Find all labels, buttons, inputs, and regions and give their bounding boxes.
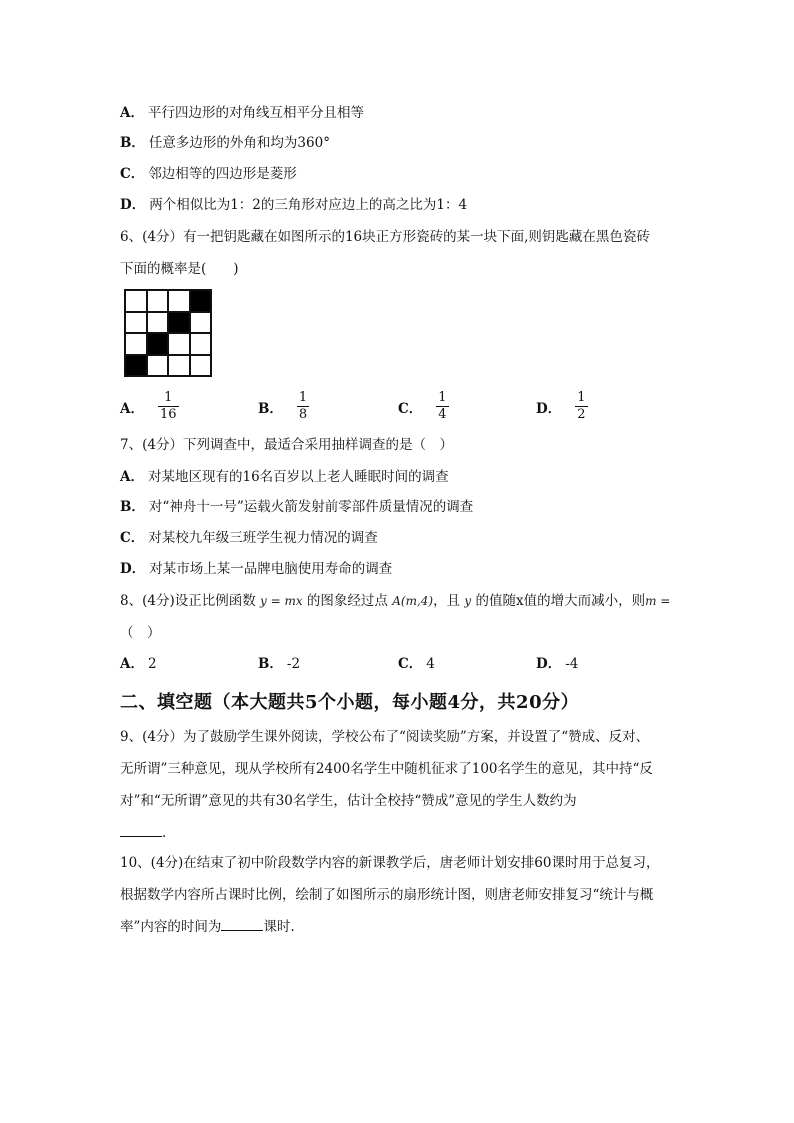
q8-option-c bbox=[398, 655, 435, 673]
option-label: D． bbox=[120, 561, 146, 577]
q10-line1: 10、(4分)在结束了初中阶段数学内容的新课教学后，唐老师计划安排60课时用于总复习， bbox=[120, 855, 660, 871]
q8-var-m: m = bbox=[645, 594, 671, 608]
option-label: B． bbox=[120, 135, 145, 151]
fraction bbox=[297, 390, 309, 423]
numerator: 1 bbox=[298, 390, 308, 405]
q7-option-d bbox=[120, 560, 392, 578]
q8-option-d bbox=[536, 655, 578, 673]
q8-stem-part: 8、(4分)设正比例函数 bbox=[120, 593, 256, 609]
tile-grid-figure bbox=[124, 289, 212, 377]
section-heading-fill-in: 二、填空题（本大题共5个小题，每小题4分，共20分） bbox=[120, 692, 580, 713]
fraction bbox=[158, 390, 179, 423]
black-tile bbox=[125, 355, 147, 377]
white-tile bbox=[190, 355, 212, 377]
black-tile bbox=[190, 290, 212, 312]
answer-blank[interactable] bbox=[120, 822, 162, 837]
option-label: C． bbox=[120, 166, 145, 182]
option-label: C． bbox=[398, 656, 423, 672]
q8-point: A(m,4) bbox=[392, 594, 434, 608]
q6-option-d bbox=[536, 390, 588, 423]
option-text: -2 bbox=[286, 656, 301, 672]
option-text: 邻边相等的四边形是菱形 bbox=[148, 166, 297, 182]
option-text: 4 bbox=[426, 656, 435, 672]
q5-option-a bbox=[120, 104, 364, 122]
q6-option-a bbox=[120, 390, 179, 423]
q8-stem-part: 的图象经过点 bbox=[306, 593, 388, 609]
q8-option-a bbox=[120, 655, 157, 673]
white-tile bbox=[168, 290, 190, 312]
option-label: D． bbox=[536, 656, 562, 672]
option-text: 对某地区现有的16名百岁以上老人睡眠时间的调查 bbox=[147, 469, 449, 485]
q7-stem: 7、(4分）下列调查中，最适合采用抽样调查的是（ ） bbox=[120, 437, 453, 453]
fraction bbox=[436, 390, 448, 423]
q5-option-d bbox=[120, 196, 467, 214]
q6-option-b bbox=[258, 390, 309, 423]
white-tile bbox=[190, 333, 212, 355]
option-text: 对“神舟十一号”运载火箭发射前零部件质量情况的调查 bbox=[148, 499, 474, 515]
q8-function-formula: y = mx bbox=[260, 594, 303, 608]
q6-stem-line1: 6、(4分）有一把钥匙藏在如图所示的16块正方形瓷砖的某一块下面,则钥匙藏在黑色瓷砖 bbox=[120, 229, 650, 245]
q8-stem-line1 bbox=[120, 592, 670, 610]
option-label: D． bbox=[120, 197, 146, 213]
white-tile bbox=[125, 290, 147, 312]
black-tile bbox=[168, 312, 190, 334]
white-tile bbox=[125, 333, 147, 355]
option-label: C． bbox=[398, 400, 423, 417]
q10-line3-end: 课时. bbox=[263, 919, 295, 935]
q10-line3-start: 率”内容的时间为 bbox=[120, 919, 222, 935]
white-tile bbox=[190, 312, 212, 334]
denominator: 8 bbox=[298, 407, 308, 422]
white-tile bbox=[147, 355, 169, 377]
option-label: A． bbox=[120, 400, 144, 417]
q10-line2: 根据数学内容所占课时比例，绘制了如图所示的扇形统计图，则唐老师安排复习“统计与概 bbox=[120, 887, 654, 903]
answer-blank[interactable] bbox=[221, 916, 263, 931]
q9-line4 bbox=[120, 822, 166, 842]
option-label: A． bbox=[120, 469, 144, 485]
q10-line3 bbox=[120, 916, 295, 936]
black-tile bbox=[147, 333, 169, 355]
white-tile bbox=[147, 290, 169, 312]
q5-option-c bbox=[120, 165, 297, 183]
q8-stem-part: 的值随x值的增大而减小，则 bbox=[475, 593, 646, 609]
option-text: 平行四边形的对角线互相平分且相等 bbox=[147, 105, 364, 121]
denominator: 16 bbox=[159, 407, 177, 422]
option-text: -4 bbox=[565, 656, 579, 672]
option-label: C． bbox=[120, 530, 145, 546]
white-tile bbox=[168, 333, 190, 355]
q9-line1: 9、(4分）为了鼓励学生课外阅读，学校公布了“阅读奖励”方案，并设置了“赞成、反对、 bbox=[120, 729, 650, 745]
option-label: A． bbox=[120, 105, 144, 121]
option-label: B． bbox=[258, 656, 283, 672]
option-text: 对某校九年级三班学生视力情况的调查 bbox=[148, 530, 378, 546]
q8-var-y: y bbox=[464, 594, 472, 608]
option-label: D． bbox=[536, 400, 562, 417]
q7-option-a bbox=[120, 468, 449, 486]
q7-option-c bbox=[120, 529, 378, 547]
option-text: 对某市场上某一品牌电脑使用寿命的调查 bbox=[149, 561, 393, 577]
q9-period: . bbox=[162, 825, 167, 841]
denominator: 2 bbox=[577, 407, 586, 422]
q9-line2: 无所谓”三种意见，现从学校所有2400名学生中随机征求了100名学生的意见，其中持“反 bbox=[120, 761, 653, 777]
q8-stem-part: ，且 bbox=[433, 593, 461, 609]
denominator: 4 bbox=[438, 407, 447, 422]
q6-option-c bbox=[398, 390, 449, 423]
q6-stem-line2: 下面的概率是( ) bbox=[120, 261, 239, 277]
option-label: B． bbox=[120, 499, 145, 515]
white-tile bbox=[168, 355, 190, 377]
numerator: 1 bbox=[438, 390, 447, 405]
option-text: 任意多边形的外角和均为360° bbox=[148, 135, 330, 151]
option-label: A． bbox=[120, 656, 144, 672]
option-text: 两个相似比为1：2的三角形对应边上的高之比为1：4 bbox=[149, 197, 468, 213]
white-tile bbox=[147, 312, 169, 334]
q8-option-b bbox=[258, 655, 300, 673]
option-text: 2 bbox=[147, 656, 157, 672]
numerator: 1 bbox=[164, 390, 173, 405]
fraction bbox=[575, 390, 587, 423]
numerator: 1 bbox=[577, 390, 586, 405]
white-tile bbox=[125, 312, 147, 334]
q5-option-b bbox=[120, 134, 330, 152]
q8-stem-line2: （ ） bbox=[120, 625, 161, 641]
option-label: B． bbox=[258, 400, 283, 417]
q9-line3: 对”和“无所谓”意见的共有30名学生，估计全校持“赞成”意见的学生人数约为 bbox=[120, 793, 577, 809]
q7-option-b bbox=[120, 498, 473, 516]
